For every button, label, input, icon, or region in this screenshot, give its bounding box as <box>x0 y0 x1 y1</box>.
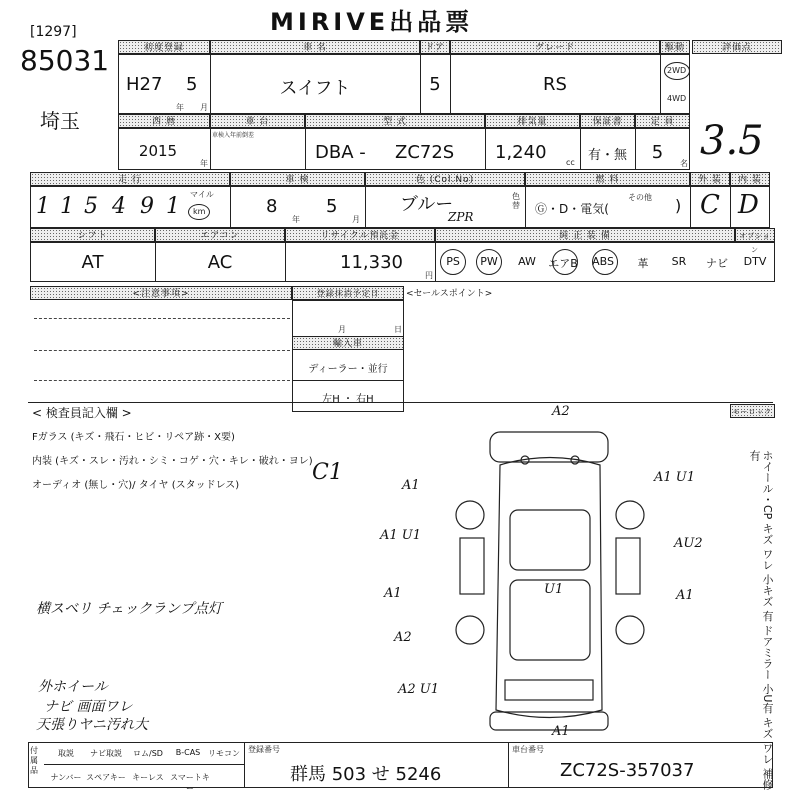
damage-mark: A1 <box>384 586 402 601</box>
hdr-nenryo: 燃 料 <box>525 172 690 186</box>
kensa-label: < 検査員記入欄 > <box>32 406 132 420</box>
shaken-nen: 年 <box>292 215 300 224</box>
side-note-2: 小キズ 有 <box>761 573 774 622</box>
drive-2wd: 2WD <box>667 66 687 75</box>
mileage-d3: 4 <box>112 194 126 219</box>
side-note-1: キズ ワレ <box>761 522 774 571</box>
color: ブルー <box>400 194 454 215</box>
chassis-number: ZC72S-357037 <box>560 760 695 781</box>
car-name: スイフト <box>279 78 351 99</box>
equip-leather: 革 <box>637 257 649 270</box>
mei-label: 名 <box>680 159 688 168</box>
equip-navi: ナビ <box>706 257 728 270</box>
hdr-tourokubi: 登録抹消予定日 <box>292 286 404 300</box>
bottom-side-label <box>30 746 42 776</box>
model: ZC72S <box>395 142 455 163</box>
hdr-chui: <注意事項> <box>30 286 292 300</box>
page-title: MIRIVE出品票 <box>270 8 474 36</box>
displacement: 1,240 <box>495 142 547 163</box>
acc-0: 取説 <box>58 749 74 758</box>
car-diagram <box>440 420 670 740</box>
acc-7: キーレス <box>132 773 164 782</box>
hdr-shoken: 初度登録 <box>118 40 210 54</box>
hdr-door: ドア <box>420 40 450 54</box>
sales-point-label: <セールスポイント> <box>406 289 493 299</box>
equip-airbag: エアB <box>548 257 578 270</box>
shadai-sub: 車検入年前倒差 <box>212 132 255 139</box>
equip-aw: AW <box>518 255 536 268</box>
mileage-d1: 1 <box>60 194 74 219</box>
yen-label: 円 <box>425 271 433 280</box>
equip-ps: PS <box>446 255 460 268</box>
hdr-junsei: 純 正 装 備 <box>435 228 735 242</box>
equip-pw: PW <box>480 255 498 268</box>
hdr-recycle: リサイクル預託金 <box>285 228 435 242</box>
hdr-shift: シフト <box>30 228 155 242</box>
tsuki-label: 月 <box>200 103 208 112</box>
capacity: 5 <box>651 142 664 163</box>
hdr-shadai: 車 台 <box>210 114 305 128</box>
first-reg-month: 5 <box>186 74 198 95</box>
km-label: km <box>193 207 206 216</box>
aircon: AC <box>207 252 233 273</box>
acc-4: リモコン <box>208 749 240 758</box>
fuel-close: ) <box>675 196 682 215</box>
hdr-haikiryo: 排気量 <box>485 114 580 128</box>
mileage-d2: 5 <box>84 194 98 219</box>
damage-mark: A1 <box>676 588 694 603</box>
iro-label: 色替 <box>512 192 520 210</box>
chassis-label: 車台番号 <box>512 745 544 754</box>
hdr-gaiso: 外 装 <box>690 172 730 186</box>
hdr-drive: 駆動 <box>660 40 690 54</box>
note-3: ナビ 画面ワレ <box>44 699 133 715</box>
hdr-hoshoken: 保証書 <box>580 114 635 128</box>
side-label-0: 付属 <box>30 746 38 765</box>
side-note-6: 補修有 <box>748 450 774 790</box>
hdr-grade: グレード <box>450 40 660 54</box>
fuel-other: その他 <box>628 193 652 202</box>
hdr-katashiki: 型 式 <box>305 114 485 128</box>
exterior: C <box>700 190 720 220</box>
model-prefix: DBA - <box>315 142 366 163</box>
hdr-morok: モーロック <box>730 404 775 418</box>
mileage-d5: 1 <box>166 194 180 219</box>
side-note-3: ドアミラー <box>761 624 774 680</box>
hdr-naiso: 内 装 <box>730 172 770 186</box>
tsuki2: 月 <box>338 325 346 334</box>
nichi: 日 <box>394 325 402 334</box>
handle-position: 左H ・ 右H <box>322 394 374 405</box>
era: H27 <box>126 74 163 95</box>
doors: 5 <box>429 74 441 95</box>
note-4: 天張りヤニ汚れ大 <box>36 717 148 733</box>
hdr-yunyu: 輸入車 <box>292 336 404 350</box>
nen-label-2: 年 <box>200 159 208 168</box>
hdr-nenshiki: 西 暦 <box>118 114 210 128</box>
note-2: 外ホイール <box>38 679 108 695</box>
cc-label: cc <box>566 158 575 167</box>
dealer-parallel: ディーラー・並行 <box>308 364 388 375</box>
equip-sr: SR <box>671 255 687 268</box>
hdr-teiin: 定 員 <box>635 114 690 128</box>
acc-5: ナンバー <box>50 773 82 782</box>
warranty: 有・無 <box>587 148 627 163</box>
hdr-aircon: エアコン <box>155 228 285 242</box>
acc-1: ナビ取説 <box>90 749 122 758</box>
damage-mark: A2 U1 <box>398 682 440 697</box>
handwritten-interior: C1 <box>312 460 343 485</box>
shaken-year: 8 <box>266 196 278 217</box>
color-code: ZPR <box>448 210 474 224</box>
acc-3: B-CAS <box>175 748 201 757</box>
shaken-month: 5 <box>326 196 338 217</box>
recycle: 11,330 <box>340 252 403 273</box>
note-1: 横スベリ チェックランプ点灯 <box>36 601 223 617</box>
hdr-color: 色 (Col.No) <box>365 172 525 186</box>
plate: 群馬 503 せ 5246 <box>290 764 442 785</box>
hdr-hyoka: 評価点 <box>692 40 782 54</box>
mileage-d0: 1 <box>36 194 50 219</box>
nen-label: 年 <box>176 103 184 112</box>
acc-8: スマートキー <box>170 773 210 793</box>
inspection-line-2: 内装 (キズ・スレ・汚れ・シミ・コゲ・穴・キレ・破れ・ヨレ) <box>32 456 313 467</box>
grade: RS <box>543 74 567 95</box>
drive-4wd: 4WD <box>667 94 687 103</box>
score: 3.5 <box>700 118 764 164</box>
lot-bracket: [1297] <box>30 24 77 40</box>
damage-mark: U1 <box>544 582 564 597</box>
fuel: Ⓖ・D・電気( <box>535 202 609 216</box>
side-note-5: キズ ワレ <box>761 716 774 765</box>
lot-number: 85031 <box>20 44 110 77</box>
damage-mark: A1 <box>402 478 420 493</box>
hdr-option: オプション <box>735 228 775 242</box>
shift: AT <box>81 252 104 273</box>
damage-mark: A1 <box>552 724 570 739</box>
damage-mark: A2 <box>394 630 412 645</box>
hdr-soko: 走 行 <box>30 172 230 186</box>
side-note-0: ホイール・CP <box>761 450 774 520</box>
shaken-tsuki: 月 <box>352 215 360 224</box>
inspection-line-3: オーディオ (無し・穴)/ タイヤ (スタッドレス) <box>32 480 240 491</box>
acc-2: ロム/SD <box>133 749 163 758</box>
side-note-4: 小U有 <box>761 683 774 714</box>
acc-6: スペアキー <box>86 773 126 782</box>
damage-mark: AU2 <box>674 536 703 551</box>
interior: D <box>738 190 759 220</box>
hdr-shaken: 車 検 <box>230 172 365 186</box>
damage-mark: A1 U1 <box>654 470 696 485</box>
equip-abs: ABS <box>592 255 614 268</box>
damage-mark: A2 <box>552 404 570 419</box>
region: 埼玉 <box>40 109 80 133</box>
year: 2015 <box>138 142 178 160</box>
hdr-shamei: 車 名 <box>210 40 420 54</box>
mileage-d4: 9 <box>140 194 154 219</box>
side-label-1: 品 <box>30 766 38 775</box>
inspection-line-1: Fガラス (キズ・飛石・ヒビ・リペア跡・X要) <box>32 432 235 443</box>
mile-label: マイル <box>190 190 214 199</box>
equip-dtv: DTV <box>743 255 767 268</box>
damage-mark: A1 U1 <box>380 528 422 543</box>
plate-label: 登録番号 <box>248 745 280 754</box>
